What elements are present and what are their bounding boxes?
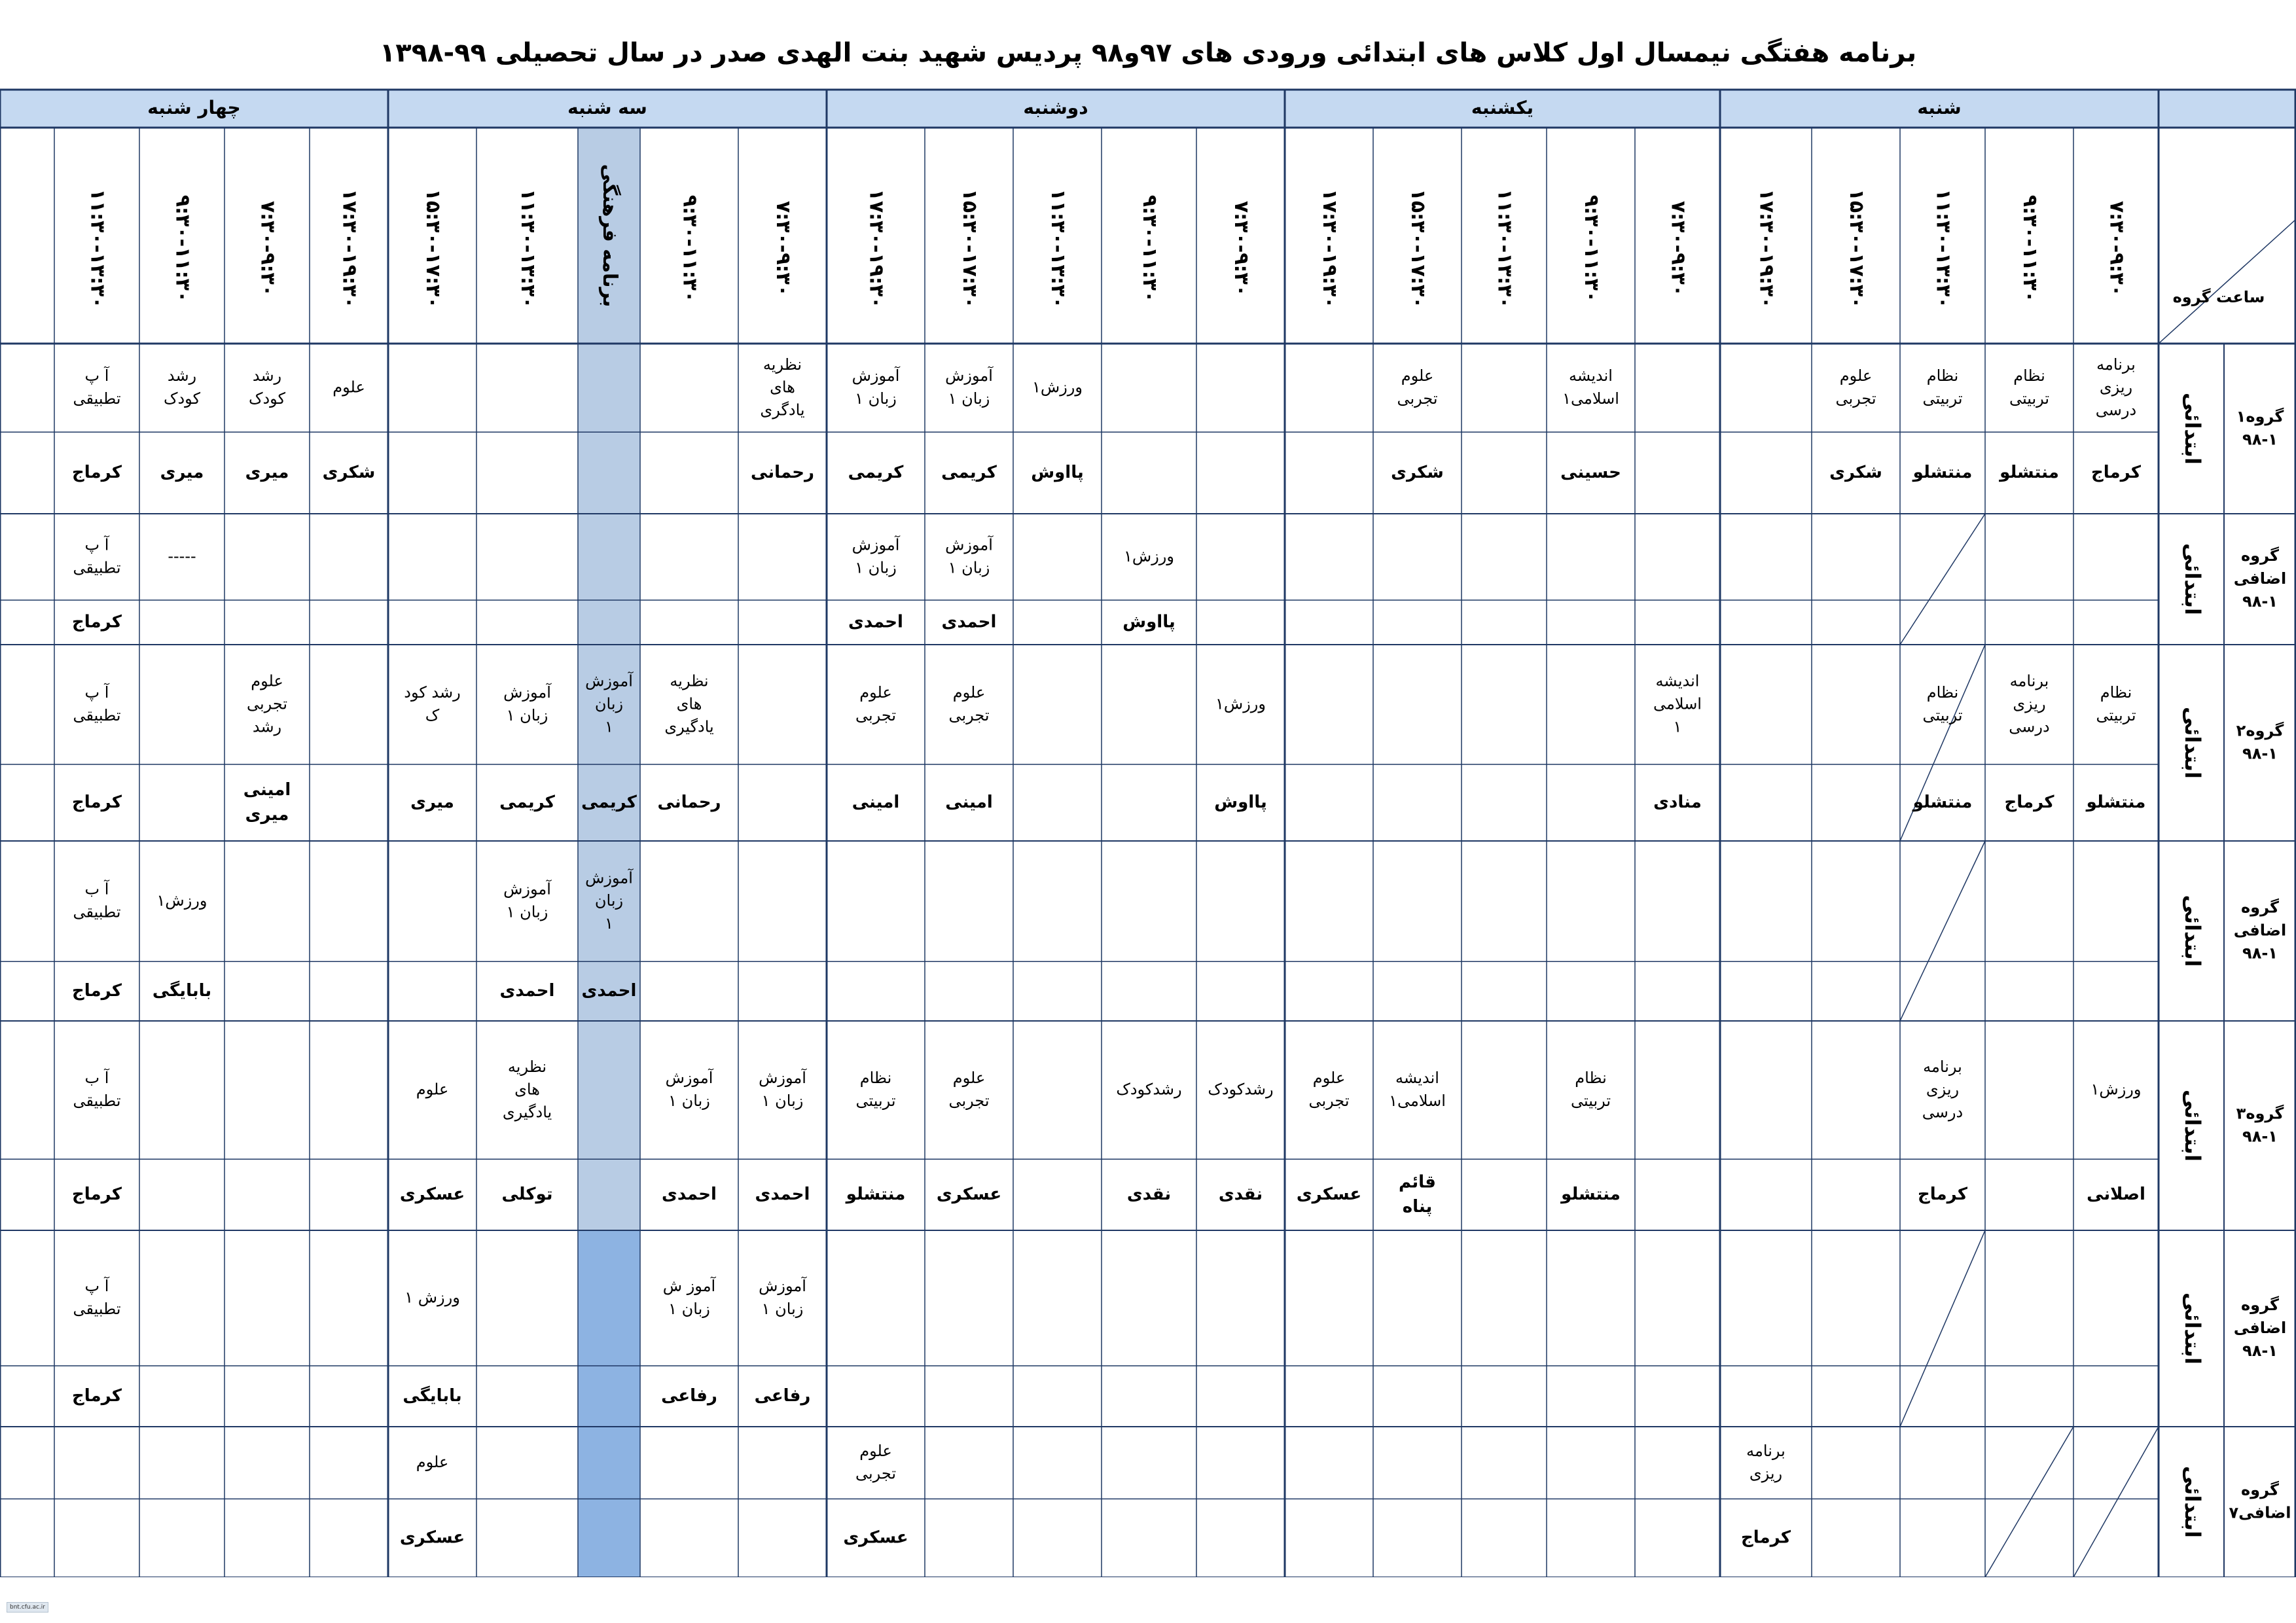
cell-course: نظام xyxy=(2100,683,2132,702)
cell-course: آ پ xyxy=(84,535,109,554)
cell-teacher: احمدی xyxy=(848,612,903,632)
cell-teacher: عسکری xyxy=(399,1185,465,1205)
cell-course: های xyxy=(514,1080,540,1099)
cell-teacher: احمدی xyxy=(662,1185,717,1205)
cell-teacher: کریمی xyxy=(941,463,997,483)
cell-course: علوم xyxy=(859,683,892,702)
cell-course: اندیشه xyxy=(1569,366,1613,385)
cell-teacher: کریمی xyxy=(848,463,904,483)
cell-teacher: نقدی xyxy=(1218,1185,1263,1205)
group-label: ۹۸-۱ xyxy=(2242,944,2278,963)
cell-course: آ ب xyxy=(84,880,109,899)
corner-diagonal xyxy=(2159,219,2296,344)
time-label: ۹:۳۰-۱۱:۳۰ xyxy=(1580,194,1603,303)
cell-course: برنامه xyxy=(2009,671,2049,690)
cell-teacher: احمدی xyxy=(499,981,555,1001)
group-label: گروه۳ xyxy=(2236,1104,2284,1123)
cell-teacher: میری xyxy=(410,793,454,812)
cell-teacher: امینی xyxy=(945,793,993,812)
group-label: گروه xyxy=(2241,546,2279,565)
cell-course: درسی xyxy=(2095,401,2137,419)
cell-teacher: پااوش xyxy=(1031,463,1084,483)
cell-course: تجربی xyxy=(1835,389,1876,408)
cell-course: برنامه xyxy=(1746,1441,1785,1460)
group-label: گروه xyxy=(2241,1480,2279,1499)
empty-slot-diagonal xyxy=(1900,514,1985,645)
cell-course: تربیتی xyxy=(2096,705,2136,724)
cell-teacher: منتشلو xyxy=(846,1185,906,1205)
cell-course: تجربی xyxy=(948,1092,990,1110)
cell-course: یادگری xyxy=(760,401,805,419)
cell-teacher: کرماج xyxy=(72,463,122,483)
cell-course: تربیتی xyxy=(1922,389,1963,408)
cell-teacher: احمدی xyxy=(755,1185,810,1205)
cell-course: نظریه xyxy=(670,671,709,690)
cell-course: تربیتی xyxy=(855,1092,896,1110)
cell-teacher: منتشلو xyxy=(2000,463,2059,483)
cell-course: زبان ۱ xyxy=(855,389,897,408)
cell-teacher: بابایگی xyxy=(152,981,212,1001)
cell-course: یادگیری xyxy=(502,1103,552,1122)
day-header-4: چهار شنبه xyxy=(147,97,241,118)
day-header-3: سه شنبه xyxy=(567,97,647,118)
cell-teacher: احمدی xyxy=(941,612,997,632)
cell-course: اندیشه xyxy=(1655,671,1700,690)
cell-course: آ پ xyxy=(84,1277,109,1296)
cell-course: نظام xyxy=(859,1069,892,1088)
group-label: ۹۸-۱ xyxy=(2242,592,2278,611)
cell-teacher: امینی xyxy=(243,780,291,800)
cell-course: آموزش xyxy=(503,683,551,702)
cultural-column-dark xyxy=(578,1230,640,1577)
cell-course: علوم xyxy=(952,683,986,702)
cell-course: ریزی xyxy=(2099,378,2133,397)
group-label: ۹۸-۱ xyxy=(2242,430,2278,449)
time-label: ۹:۳۰-۱۱:۳۰ xyxy=(171,194,194,303)
cell-course: زبان xyxy=(594,891,624,910)
corner-label: ساعت گروه xyxy=(2172,288,2265,306)
cell-course: نظریه xyxy=(507,1057,547,1076)
cell-course: زبان ۱ xyxy=(761,1092,804,1110)
cell-course: های xyxy=(676,694,702,713)
time-label: ۱۵:۳۰-۱۷:۳۰ xyxy=(958,188,981,309)
cell-course: علوم xyxy=(952,1069,986,1088)
cell-teacher: کرماج xyxy=(2091,463,2141,483)
cell-teacher: شکری xyxy=(1391,463,1444,483)
empty-slot-diagonal xyxy=(1900,1230,1985,1427)
cell-teacher: عسکری xyxy=(399,1527,465,1548)
cell-course: علوم xyxy=(1312,1069,1346,1088)
cell-teacher: عسکری xyxy=(936,1185,1002,1205)
cell-course: ریزی xyxy=(1926,1080,1960,1099)
cell-course: تطبیقی xyxy=(73,389,121,408)
cultural-program-label: برنامه فرهنگی xyxy=(598,164,621,308)
cell-course: اسلامی۱ xyxy=(1562,389,1619,408)
cell-course: تربیتی xyxy=(1922,705,1963,724)
cell-course: نظام xyxy=(1926,366,1959,385)
cell-course: رشد کود xyxy=(404,683,461,702)
time-label: ۱۵:۳۰-۱۷:۳۰ xyxy=(1407,188,1429,309)
cell-teacher: کرماج xyxy=(72,1386,122,1406)
cell-course: زبان ۱ xyxy=(948,389,990,408)
cell-course: درسی xyxy=(1922,1103,1964,1122)
cell-course: زبان ۱ xyxy=(855,558,897,577)
cell-course: زبان ۱ xyxy=(668,1299,710,1318)
time-label: ۱۱:۳۰-۱۳:۳۰ xyxy=(1493,188,1516,309)
cell-course: ریزی xyxy=(2013,694,2046,713)
cell-teacher: رفاعی xyxy=(754,1386,811,1406)
cell-course: اسلامی xyxy=(1653,694,1702,713)
cell-course: تطبیقی xyxy=(73,1299,121,1318)
level-label: ابتدائی xyxy=(2180,1466,2205,1538)
time-label: ۷:۳۰-۹:۳۰ xyxy=(772,200,795,297)
time-label: ۱۷:۳۰-۱۹:۳۰ xyxy=(1318,188,1341,309)
time-label: ۹:۳۰-۱۱:۳۰ xyxy=(1138,194,1161,303)
level-label: ابتدائی xyxy=(2180,707,2205,779)
cell-course: آموزش xyxy=(852,366,900,385)
time-label: ۱۷:۳۰-۱۹:۳۰ xyxy=(1755,188,1778,309)
cell-teacher: توکلی xyxy=(501,1185,553,1205)
cell-course: ورزش۱ xyxy=(1032,378,1083,397)
cell-course: علوم xyxy=(416,1453,449,1472)
time-label: ۱۵:۳۰-۱۷:۳۰ xyxy=(422,188,444,309)
cell-teacher: کرماج xyxy=(1741,1527,1791,1548)
cell-teacher: پااوش xyxy=(1122,612,1175,632)
time-label: ۱۱:۳۰-۱۳:۳۰ xyxy=(86,188,109,309)
cell-course: تطبیقی xyxy=(73,1092,121,1110)
cell-course: رشدکودک xyxy=(1116,1080,1182,1099)
group-label: گروه xyxy=(2241,1296,2279,1315)
cell-course: آموزش xyxy=(945,366,993,385)
group-label: اضافی xyxy=(2233,569,2287,588)
cell-course: آموزش xyxy=(852,535,900,554)
cell-course: علوم xyxy=(859,1441,892,1460)
group-label: گروه۱ xyxy=(2236,407,2284,426)
cell-teacher: عسکری xyxy=(843,1527,908,1548)
cell-course: تربیتی xyxy=(2009,389,2050,408)
cell-course: اندیشه xyxy=(1395,1069,1439,1088)
cell-course: زبان ۱ xyxy=(506,705,548,724)
level-label: ابتدائی xyxy=(2180,543,2205,615)
cell-teacher: کرماج xyxy=(72,793,122,812)
time-label: ۱۷:۳۰-۱۹:۳۰ xyxy=(338,188,361,309)
cell-course: رشدکودک xyxy=(1208,1080,1274,1099)
page-title: برنامه هفتگی نیمسال اول کلاس های ابتدائی ورودی های ۹۷و۹۸ پردیس شهید بنت الهدی صدر در سال تحصیلی ۹۹-۱۳۹۸ xyxy=(379,38,1917,68)
cell-course: علوم xyxy=(251,671,283,690)
cell-course: آ پ xyxy=(84,366,109,385)
cell-course: برنامه xyxy=(2096,355,2136,374)
cell-course: ----- xyxy=(168,547,196,565)
time-label: ۱۱:۳۰-۱۳:۳۰ xyxy=(1931,188,1955,309)
empty-slot-diagonal xyxy=(2073,1427,2159,1577)
cell-course: کودک xyxy=(249,389,285,408)
cell-course: علوم xyxy=(1401,366,1434,385)
group-label: اضافی xyxy=(2233,921,2287,940)
group-label: ۹۸-۱ xyxy=(2242,1341,2278,1360)
cell-teacher: کریمی xyxy=(581,793,637,812)
cell-teacher: میری xyxy=(245,463,289,483)
level-label: ابتدائی xyxy=(2180,393,2205,465)
time-label: ۹:۳۰-۱۱:۳۰ xyxy=(678,194,702,303)
cell-course: ورزش۱ xyxy=(156,891,207,910)
cell-course: نظام xyxy=(1926,683,1959,702)
cell-teacher: رفاعی xyxy=(661,1386,717,1406)
cell-course: تطبیقی xyxy=(73,902,121,921)
cell-teacher: پناه xyxy=(1402,1196,1433,1217)
cell-teacher: کرماج xyxy=(1918,1185,1967,1205)
cell-course: زبان ۱ xyxy=(506,902,548,921)
cell-course: ۱ xyxy=(1673,717,1682,736)
cell-course: ورزش ۱ xyxy=(404,1288,460,1307)
cell-teacher: نقدی xyxy=(1126,1185,1172,1205)
level-label: ابتدائی xyxy=(2180,1090,2205,1162)
cell-course: رشد xyxy=(167,366,197,385)
cell-course: علوم xyxy=(416,1080,449,1099)
empty-slot-diagonal xyxy=(1900,841,1985,1021)
cell-course: آ ب xyxy=(84,1069,109,1088)
day-header-2: دوشنبه xyxy=(1023,97,1088,118)
time-label: ۷:۳۰-۹:۳۰ xyxy=(2105,200,2128,297)
cell-course: اسلامی۱ xyxy=(1389,1092,1446,1110)
cell-course: تجربی xyxy=(948,705,990,724)
cell-teacher: پااوش xyxy=(1214,793,1267,812)
time-label: ۷:۳۰-۹:۳۰ xyxy=(256,200,279,297)
group-label: اضافی۷ xyxy=(2229,1503,2291,1522)
cell-course: تجربی xyxy=(855,1464,897,1483)
cell-course: علوم xyxy=(332,378,365,397)
cell-course: ورزش۱ xyxy=(1215,694,1266,713)
cell-course: برنامه xyxy=(1923,1057,1962,1076)
cell-course: تجربی xyxy=(246,694,288,713)
cell-teacher: بابایگی xyxy=(403,1386,462,1406)
group-label: ۹۸-۱ xyxy=(2242,744,2278,763)
cell-teacher: منتشلو xyxy=(1912,463,1973,483)
cell-course: تجربی xyxy=(855,705,897,724)
cell-course: تربیتی xyxy=(1570,1092,1611,1110)
cell-teacher: احمدی xyxy=(581,981,637,1001)
cell-teacher: منتشلو xyxy=(1561,1185,1621,1205)
cell-course: زبان xyxy=(594,694,624,713)
cell-course: ۱ xyxy=(605,717,613,736)
cell-teacher: قائم xyxy=(1399,1172,1436,1192)
cell-course: نظام xyxy=(2013,366,2045,385)
day-header-0: شنبه xyxy=(1917,97,1962,118)
cell-course: آموزش xyxy=(945,535,993,554)
cell-course: ریزی xyxy=(1749,1464,1783,1483)
cell-course: درسی xyxy=(2009,717,2050,736)
corner-header-band xyxy=(2159,90,2296,128)
cell-teacher: امینی xyxy=(852,793,900,812)
day-header-1: یکشنبه xyxy=(1471,97,1534,118)
cell-course: ک xyxy=(425,705,440,724)
time-label: ۱۱:۳۰-۱۳:۳۰ xyxy=(516,188,539,309)
group-label: ۹۸-۱ xyxy=(2242,1127,2278,1146)
footer-logo: bnt.cfu.ac.ir xyxy=(7,1602,48,1613)
cell-course: آموزش xyxy=(503,880,551,899)
cell-course: آموزش xyxy=(585,868,633,887)
cell-course: های xyxy=(770,378,795,397)
time-label: ۷:۳۰-۹:۳۰ xyxy=(1230,200,1253,297)
cell-course: ورزش۱ xyxy=(2090,1080,2142,1099)
time-label: ۱۵:۳۰-۱۷:۳۰ xyxy=(1845,188,1868,309)
cell-course: آموزش xyxy=(759,1069,806,1088)
cell-teacher: منتشلو xyxy=(2086,793,2146,812)
cell-course: آموزش xyxy=(585,671,633,690)
cell-teacher: میری xyxy=(245,804,289,825)
cell-course: آموزش xyxy=(665,1069,713,1088)
cell-course: یادگیری xyxy=(664,717,714,736)
cell-teacher: شکری xyxy=(1829,463,1882,483)
cell-teacher: کرماج xyxy=(72,1185,122,1205)
cell-teacher: عسکری xyxy=(1296,1185,1362,1205)
cell-teacher: منادی xyxy=(1653,793,1702,812)
cell-teacher: حسینی xyxy=(1560,463,1621,483)
group-label: گروه۲ xyxy=(2236,721,2284,740)
group-label: گروه xyxy=(2241,898,2279,917)
time-label: ۷:۳۰-۹:۳۰ xyxy=(1666,200,1690,297)
cell-course: آ پ xyxy=(84,683,109,702)
cell-teacher: شکری xyxy=(322,463,376,483)
cell-course: تجربی xyxy=(1397,389,1438,408)
cell-course: تطبیقی xyxy=(73,705,121,724)
cell-course: زبان ۱ xyxy=(948,558,990,577)
cell-teacher: منتشلو xyxy=(1912,793,1973,812)
cell-course: زبان ۱ xyxy=(668,1092,710,1110)
cell-course: نظام xyxy=(1575,1069,1607,1088)
cell-teacher: کریمی xyxy=(499,793,555,812)
cell-course: تجربی xyxy=(1308,1092,1350,1110)
cell-teacher: رحمانی xyxy=(751,463,814,483)
level-label: ابتدائی xyxy=(2180,1293,2205,1364)
cell-course: ۱ xyxy=(605,914,613,933)
cell-course: آموزش xyxy=(759,1277,806,1296)
time-label: ۱۷:۳۰-۱۹:۳۰ xyxy=(865,188,888,309)
empty-slot-diagonal xyxy=(1985,1427,2073,1577)
cell-course: رشد xyxy=(252,717,282,736)
cell-teacher: میری xyxy=(160,463,204,483)
cell-teacher: کرماج xyxy=(72,981,122,1001)
cell-course: کودک xyxy=(164,389,200,408)
cell-course: آموز ش xyxy=(662,1277,716,1296)
time-label: ۱۱:۳۰-۱۳:۳۰ xyxy=(1047,188,1069,309)
cell-course: زبان ۱ xyxy=(761,1299,804,1318)
group-label: اضافی xyxy=(2233,1319,2287,1337)
cell-teacher: کرماج xyxy=(2004,793,2054,812)
cell-teacher: کرماج xyxy=(72,612,122,632)
cell-teacher: رحمانی xyxy=(657,793,721,812)
weekly-schedule-table xyxy=(0,88,2296,1577)
cell-course: علوم xyxy=(1839,366,1873,385)
cell-course: نظریه xyxy=(762,355,802,374)
cell-course: تطبیقی xyxy=(73,558,121,577)
cell-teacher: اصلانی xyxy=(2087,1185,2145,1205)
cell-course: رشد xyxy=(252,366,282,385)
level-label: ابتدائی xyxy=(2180,895,2205,967)
time-label: ۹:۳۰-۱۱:۳۰ xyxy=(2018,194,2041,303)
cell-course: ورزش۱ xyxy=(1124,547,1174,565)
